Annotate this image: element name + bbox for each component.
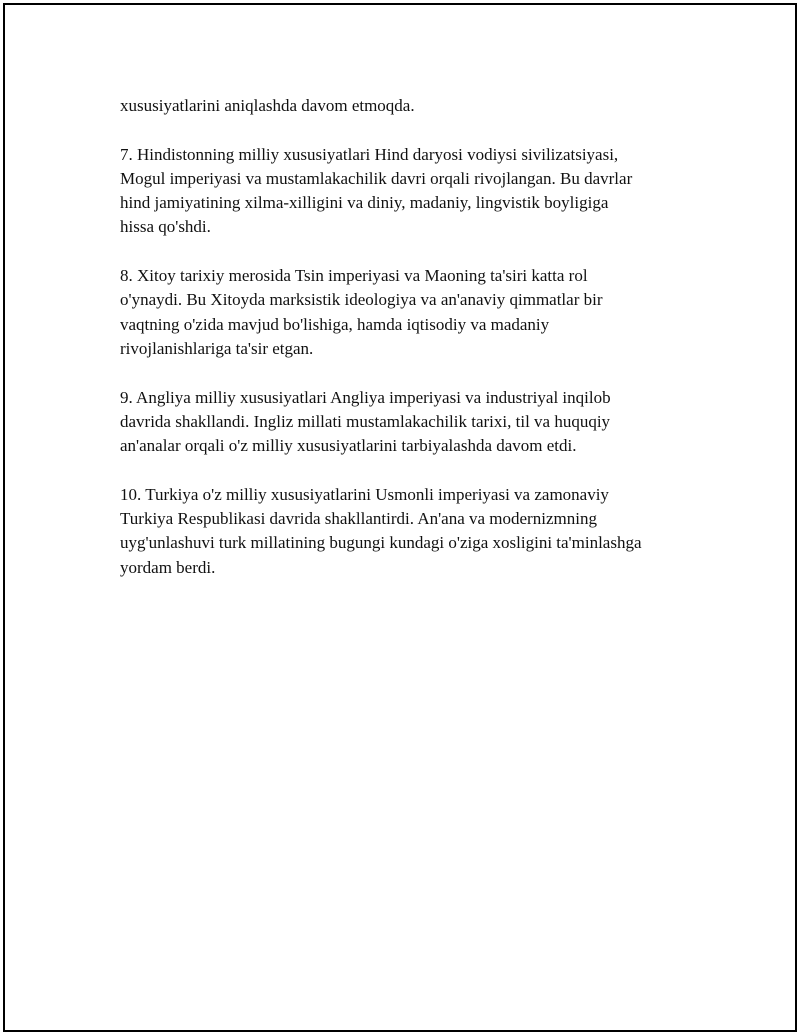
text-line: an'analar orqali o'z milliy xususiyatlarini tarbiyalashda davom etdi. [120,436,577,456]
text-line: Turkiya Respublikasi davrida shakllantirdi. An'ana va modernizmning [120,509,597,529]
text-line: Mogul imperiyasi va mustamlakachilik davri orqali rivojlangan. Bu davrlar [120,168,633,188]
document-body [120,94,690,604]
document-page [3,3,797,1032]
text-line: yordam berdi. [120,557,216,577]
paragraph-india [120,143,690,240]
text-line: hind jamiyatining xilma-xilligini va diniy, madaniy, lingvistik boyligiga [120,193,609,213]
text-line: vaqtning o'zida mavjud bo'lishiga, hamda iqtisodiy va madaniy [120,314,550,334]
text-line: uyg'unlashuvi turk millatining bugungi kundagi o'ziga xosligini ta'minlashga [120,533,642,553]
paragraph-china [120,264,690,361]
text-line: 7. Hindistonning milliy xususiyatlari Hind daryosi vodiysi sivilizatsiyasi, [120,144,619,164]
paragraph-england [120,386,690,459]
text-line: rivojlanishlariga ta'sir etgan. [120,338,314,358]
text-line: 10. Turkiya o'z milliy xususiyatlarini Usmonli imperiyasi va zamonaviy [120,484,609,504]
text-line: hissa qo'shdi. [120,217,211,237]
text-line: 9. Angliya milliy xususiyatlari Angliya imperiyasi va industriyal inqilob [120,387,611,407]
paragraph-turkey [120,483,690,580]
text-line: xususiyatlarini aniqlashda davom etmoqda. [120,96,415,115]
text-line: o'ynaydi. Bu Xitoyda marksistik ideologiya va an'anaviy qimmatlar bir [120,290,603,310]
text-line: 8. Xitoy tarixiy merosida Tsin imperiyasi va Maoning ta'siri katta rol [120,266,588,286]
text-line: davrida shakllandi. Ingliz millati mustamlakachilik tarixi, til va huquqiy [120,411,611,431]
paragraph-continuation [120,94,690,118]
